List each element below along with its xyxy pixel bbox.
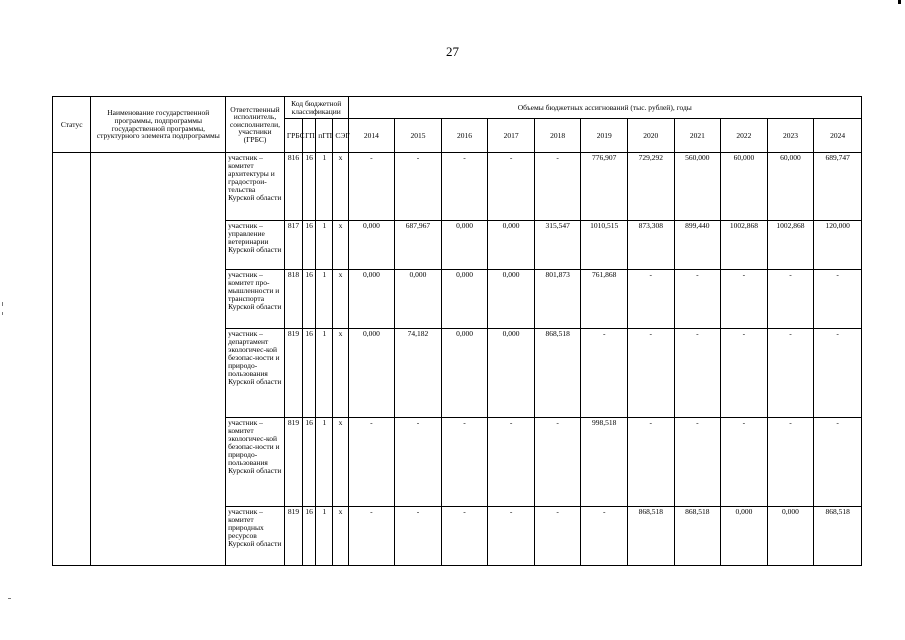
- pgp-cell: 1: [316, 221, 333, 270]
- value-cell: -: [581, 329, 628, 418]
- value-cell: 873,308: [628, 221, 675, 270]
- value-cell: -: [348, 418, 395, 507]
- header-gp: ГП: [303, 119, 316, 153]
- value-cell: 1002,868: [767, 221, 814, 270]
- executor-cell: участник – управление ветеринарии Курской области: [226, 221, 285, 270]
- name-cell: [91, 153, 226, 566]
- value-cell: 60,000: [721, 153, 768, 221]
- value-cell: -: [674, 418, 721, 507]
- header-volumes: Объемы бюджетных ассигнований (тыс. рублей), годы: [348, 97, 861, 119]
- grbs-cell: 817: [284, 221, 302, 270]
- value-cell: 0,000: [767, 507, 814, 566]
- value-cell: 0,000: [348, 270, 395, 329]
- value-cell: -: [767, 418, 814, 507]
- seg-cell: х: [333, 270, 348, 329]
- header-budget-code: Код бюджетной классификации: [284, 97, 348, 119]
- header-seg: СЭГ: [333, 119, 348, 153]
- value-cell: -: [581, 507, 628, 566]
- status-cell: [53, 153, 91, 566]
- pgp-cell: 1: [316, 270, 333, 329]
- grbs-cell: 819: [284, 329, 302, 418]
- value-cell: -: [488, 153, 535, 221]
- value-cell: -: [534, 418, 581, 507]
- value-cell: 0,000: [348, 329, 395, 418]
- value-cell: -: [348, 153, 395, 221]
- value-cell: -: [721, 329, 768, 418]
- value-cell: -: [534, 153, 581, 221]
- header-year: 2022: [721, 119, 768, 153]
- value-cell: 689,747: [814, 153, 862, 221]
- value-cell: -: [628, 418, 675, 507]
- value-cell: -: [488, 507, 535, 566]
- scan-artifact: [8, 598, 11, 599]
- pgp-cell: 1: [316, 329, 333, 418]
- value-cell: -: [814, 329, 862, 418]
- value-cell: -: [488, 418, 535, 507]
- value-cell: -: [441, 418, 488, 507]
- scan-artifact: [2, 312, 3, 315]
- scan-artifact: [2, 302, 3, 306]
- value-cell: -: [674, 270, 721, 329]
- value-cell: 0,000: [348, 221, 395, 270]
- header-year: 2020: [628, 119, 675, 153]
- value-cell: 560,000: [674, 153, 721, 221]
- value-cell: 74,182: [395, 329, 442, 418]
- header-year: 2015: [395, 119, 442, 153]
- header-executor: Ответственный исполнитель, соисполнители, участники (ГРБС): [226, 97, 285, 153]
- value-cell: -: [814, 418, 862, 507]
- pgp-cell: 1: [316, 418, 333, 507]
- value-cell: 0,000: [488, 270, 535, 329]
- value-cell: 0,000: [441, 329, 488, 418]
- header-year: 2024: [814, 119, 862, 153]
- gp-cell: 16: [303, 329, 316, 418]
- value-cell: 729,292: [628, 153, 675, 221]
- value-cell: -: [721, 270, 768, 329]
- budget-table: [52, 96, 862, 566]
- value-cell: 776,907: [581, 153, 628, 221]
- header-year: 2014: [348, 119, 395, 153]
- value-cell: 761,868: [581, 270, 628, 329]
- header-status: Статус: [53, 97, 91, 153]
- scan-corner-mark: [898, 0, 901, 4]
- value-cell: 687,967: [395, 221, 442, 270]
- grbs-cell: 819: [284, 507, 302, 566]
- seg-cell: х: [333, 329, 348, 418]
- value-cell: -: [628, 270, 675, 329]
- value-cell: -: [814, 270, 862, 329]
- seg-cell: х: [333, 221, 348, 270]
- value-cell: -: [721, 418, 768, 507]
- value-cell: 801,873: [534, 270, 581, 329]
- header-year: 2019: [581, 119, 628, 153]
- value-cell: 868,518: [534, 329, 581, 418]
- value-cell: -: [395, 507, 442, 566]
- value-cell: -: [441, 507, 488, 566]
- header-pgp: пГП: [316, 119, 333, 153]
- header-year: 2021: [674, 119, 721, 153]
- header-grbs: ГРБС: [284, 119, 302, 153]
- seg-cell: х: [333, 507, 348, 566]
- pgp-cell: 1: [316, 507, 333, 566]
- header-year: 2017: [488, 119, 535, 153]
- value-cell: 0,000: [488, 221, 535, 270]
- value-cell: 899,440: [674, 221, 721, 270]
- value-cell: 0,000: [441, 221, 488, 270]
- header-year: 2023: [767, 119, 814, 153]
- value-cell: -: [674, 329, 721, 418]
- value-cell: 1002,868: [721, 221, 768, 270]
- pgp-cell: 1: [316, 153, 333, 221]
- value-cell: 0,000: [488, 329, 535, 418]
- value-cell: -: [534, 507, 581, 566]
- value-cell: -: [395, 418, 442, 507]
- header-year: 2018: [534, 119, 581, 153]
- gp-cell: 16: [303, 418, 316, 507]
- table-row: [53, 153, 862, 221]
- value-cell: -: [628, 329, 675, 418]
- gp-cell: 16: [303, 270, 316, 329]
- page-number: 27: [446, 44, 459, 59]
- value-cell: -: [441, 153, 488, 221]
- value-cell: -: [767, 329, 814, 418]
- value-cell: 60,000: [767, 153, 814, 221]
- executor-cell: участник – комитет про-мышленности и транспорта Курской области: [226, 270, 285, 329]
- seg-cell: х: [333, 418, 348, 507]
- gp-cell: 16: [303, 221, 316, 270]
- value-cell: 0,000: [441, 270, 488, 329]
- gp-cell: 16: [303, 507, 316, 566]
- executor-cell: участник – комитет природных ресурсов Курской области: [226, 507, 285, 566]
- grbs-cell: 819: [284, 418, 302, 507]
- gp-cell: 16: [303, 153, 316, 221]
- value-cell: 998,518: [581, 418, 628, 507]
- header-name: Наименование государственной программы, подпрограммы государственной программы, структурного элемента подпрограммы: [91, 97, 226, 153]
- value-cell: 0,000: [721, 507, 768, 566]
- executor-cell: участник – департамент экологичес-кой безопас-ности и природо-пользования Курской области: [226, 329, 285, 418]
- executor-cell: участник – комитет архитектуры и градострои-тельства Курской области: [226, 153, 285, 221]
- grbs-cell: 816: [284, 153, 302, 221]
- value-cell: 868,518: [628, 507, 675, 566]
- executor-cell: участник – комитет экологичес-кой безопас-ности и природо-пользования Курской области: [226, 418, 285, 507]
- value-cell: -: [348, 507, 395, 566]
- header-year: 2016: [441, 119, 488, 153]
- seg-cell: х: [333, 153, 348, 221]
- value-cell: 868,518: [814, 507, 862, 566]
- value-cell: -: [395, 153, 442, 221]
- grbs-cell: 818: [284, 270, 302, 329]
- value-cell: 0,000: [395, 270, 442, 329]
- value-cell: 1010,515: [581, 221, 628, 270]
- value-cell: 315,547: [534, 221, 581, 270]
- value-cell: 868,518: [674, 507, 721, 566]
- value-cell: -: [767, 270, 814, 329]
- value-cell: 120,000: [814, 221, 862, 270]
